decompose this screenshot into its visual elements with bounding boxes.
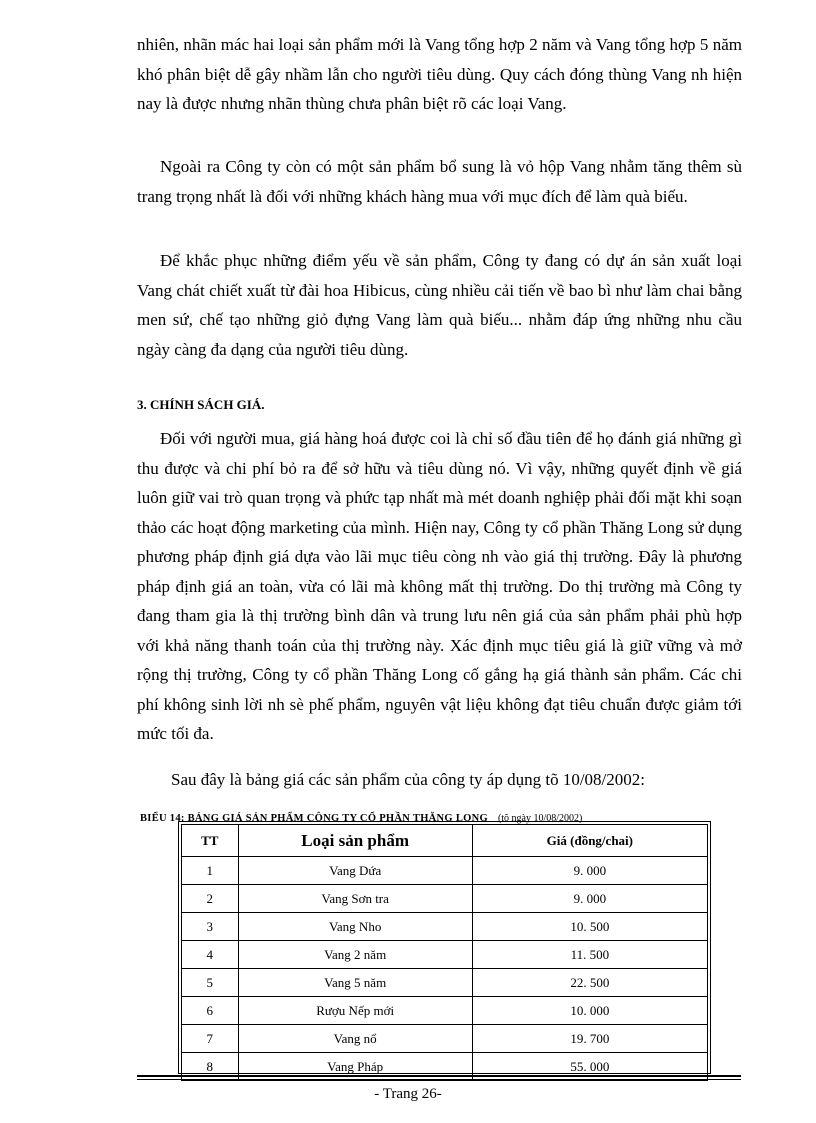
row-product: Vang Dứa xyxy=(238,857,472,885)
header-price: Giá (đồng/chai) xyxy=(472,825,707,857)
row-product: Rượu Nếp mới xyxy=(238,997,472,1025)
row-tt: 7 xyxy=(182,1025,239,1053)
row-tt: 2 xyxy=(182,885,239,913)
row-price: 9. 000 xyxy=(472,885,707,913)
paragraph-gift-box: Ngoài ra Công ty còn có một sản phẩm bổ sung là vỏ hộp Vang nhằm tăng thêm sù trang trọng nhất là đối với những khách hàng mua với mục đích để làm quà biếu. xyxy=(137,157,742,206)
row-product: Vang 5 năm xyxy=(238,969,472,997)
page-number: - Trang 26- xyxy=(374,1086,442,1102)
table-caption-title: BIỂU 14: BẢNG GIÁ SẢN PHẨM CÔNG TY CỔ PHẦN THĂNG LONG xyxy=(140,813,488,824)
row-price: 9. 000 xyxy=(472,857,707,885)
footer-divider xyxy=(137,1075,741,1077)
row-price: 22. 500 xyxy=(472,969,707,997)
row-tt: 8 xyxy=(182,1053,239,1081)
row-product: Vang Sơn tra xyxy=(238,885,472,913)
table-header-row xyxy=(182,825,708,857)
price-table xyxy=(181,824,708,1081)
header-product: Loại sản phẩm xyxy=(238,825,472,857)
row-price: 55. 000 xyxy=(472,1053,707,1081)
table-row xyxy=(182,969,708,997)
paragraph-pricing-policy: Đối với người mua, giá hàng hoá được coi là chỉ số đầu tiên để họ đánh giá những gì thu được và chi phí bỏ ra để sở hữu và tiêu dùng nó. Vì vậy, những quyết định về giá luôn giữ vai trò quan trọng và phức tạp nhất mà mét doanh nghiệp phải đối mặt khi soạn thảo các hoạt động marketing của mình. Hiện nay, Công ty cổ phần Thăng Long sử dụng phương pháp định giá dựa vào lãi mục tiêu còng nh vào giá thị trường. Đây là phương pháp định giá an toàn, vừa có lãi mà không mất thị trường. Do thị trường mà Công ty đang tham gia là thị trường bình dân và trung lưu nên giá của sản phẩm phải phù hợp với khả năng thanh toán của thị trường này. Xác định mục tiêu giá là giữ vững và mở rộng thị trường, Công ty cổ phần Thăng Long cố gắng hạ giá thành sản phẩm. Các chi phí không sinh lời nh sè phế phẩm, nguyên vật liệu không đạt tiêu chuẩn được giảm tới mức tối đa. xyxy=(137,429,742,743)
row-price: 11. 500 xyxy=(472,941,707,969)
row-tt: 3 xyxy=(182,913,239,941)
row-tt: 4 xyxy=(182,941,239,969)
row-tt: 5 xyxy=(182,969,239,997)
table-row xyxy=(182,1025,708,1053)
row-product: Vang 2 năm xyxy=(238,941,472,969)
table-row xyxy=(182,857,708,885)
row-tt: 1 xyxy=(182,857,239,885)
row-price: 10. 500 xyxy=(472,913,707,941)
table-intro: Sau đây là bảng giá các sản phẩm của công ty áp dụng tõ 10/08/2002: xyxy=(171,770,645,789)
footer-divider-thin xyxy=(137,1079,741,1080)
row-product: Vang Nho xyxy=(238,913,472,941)
table-caption-date: (tõ ngày 10/08/2002) xyxy=(497,813,583,824)
section-heading: 3. CHÍNH SÁCH GIÁ. xyxy=(137,397,265,412)
header-tt: TT xyxy=(182,825,239,857)
row-product: Vang Pháp xyxy=(238,1053,472,1081)
row-price: 10. 000 xyxy=(472,997,707,1025)
table-row xyxy=(182,997,708,1025)
table-row xyxy=(182,913,708,941)
row-tt: 6 xyxy=(182,997,239,1025)
paragraph-improvement: Để khắc phục những điểm yếu về sản phẩm, Công ty đang có dự án sản xuất loại Vang chát chiết xuất từ đài hoa Hibicus, cùng nhiều cải tiến về bao bì như làm chai bằng men sứ, chế tạo những giỏ đựng Vang làm quà biếu... nhằm đáp ứng những nhu cầu ngày càng đa dạng của người tiêu dùng. xyxy=(137,251,742,359)
table-row xyxy=(182,885,708,913)
row-price: 19. 700 xyxy=(472,1025,707,1053)
paragraph-packaging: nhiên, nhãn mác hai loại sản phẩm mới là Vang tổng hợp 2 năm và Vang tổng hợp 5 năm khó phân biệt dễ gây nhầm lẫn cho người tiêu dùng. Quy cách đóng thùng Vang nh hiện nay là được nhưng nhãn thùng chưa phân biệt rõ các loại Vang. xyxy=(137,35,742,113)
row-product: Vang nổ xyxy=(238,1025,472,1053)
table-row xyxy=(182,941,708,969)
